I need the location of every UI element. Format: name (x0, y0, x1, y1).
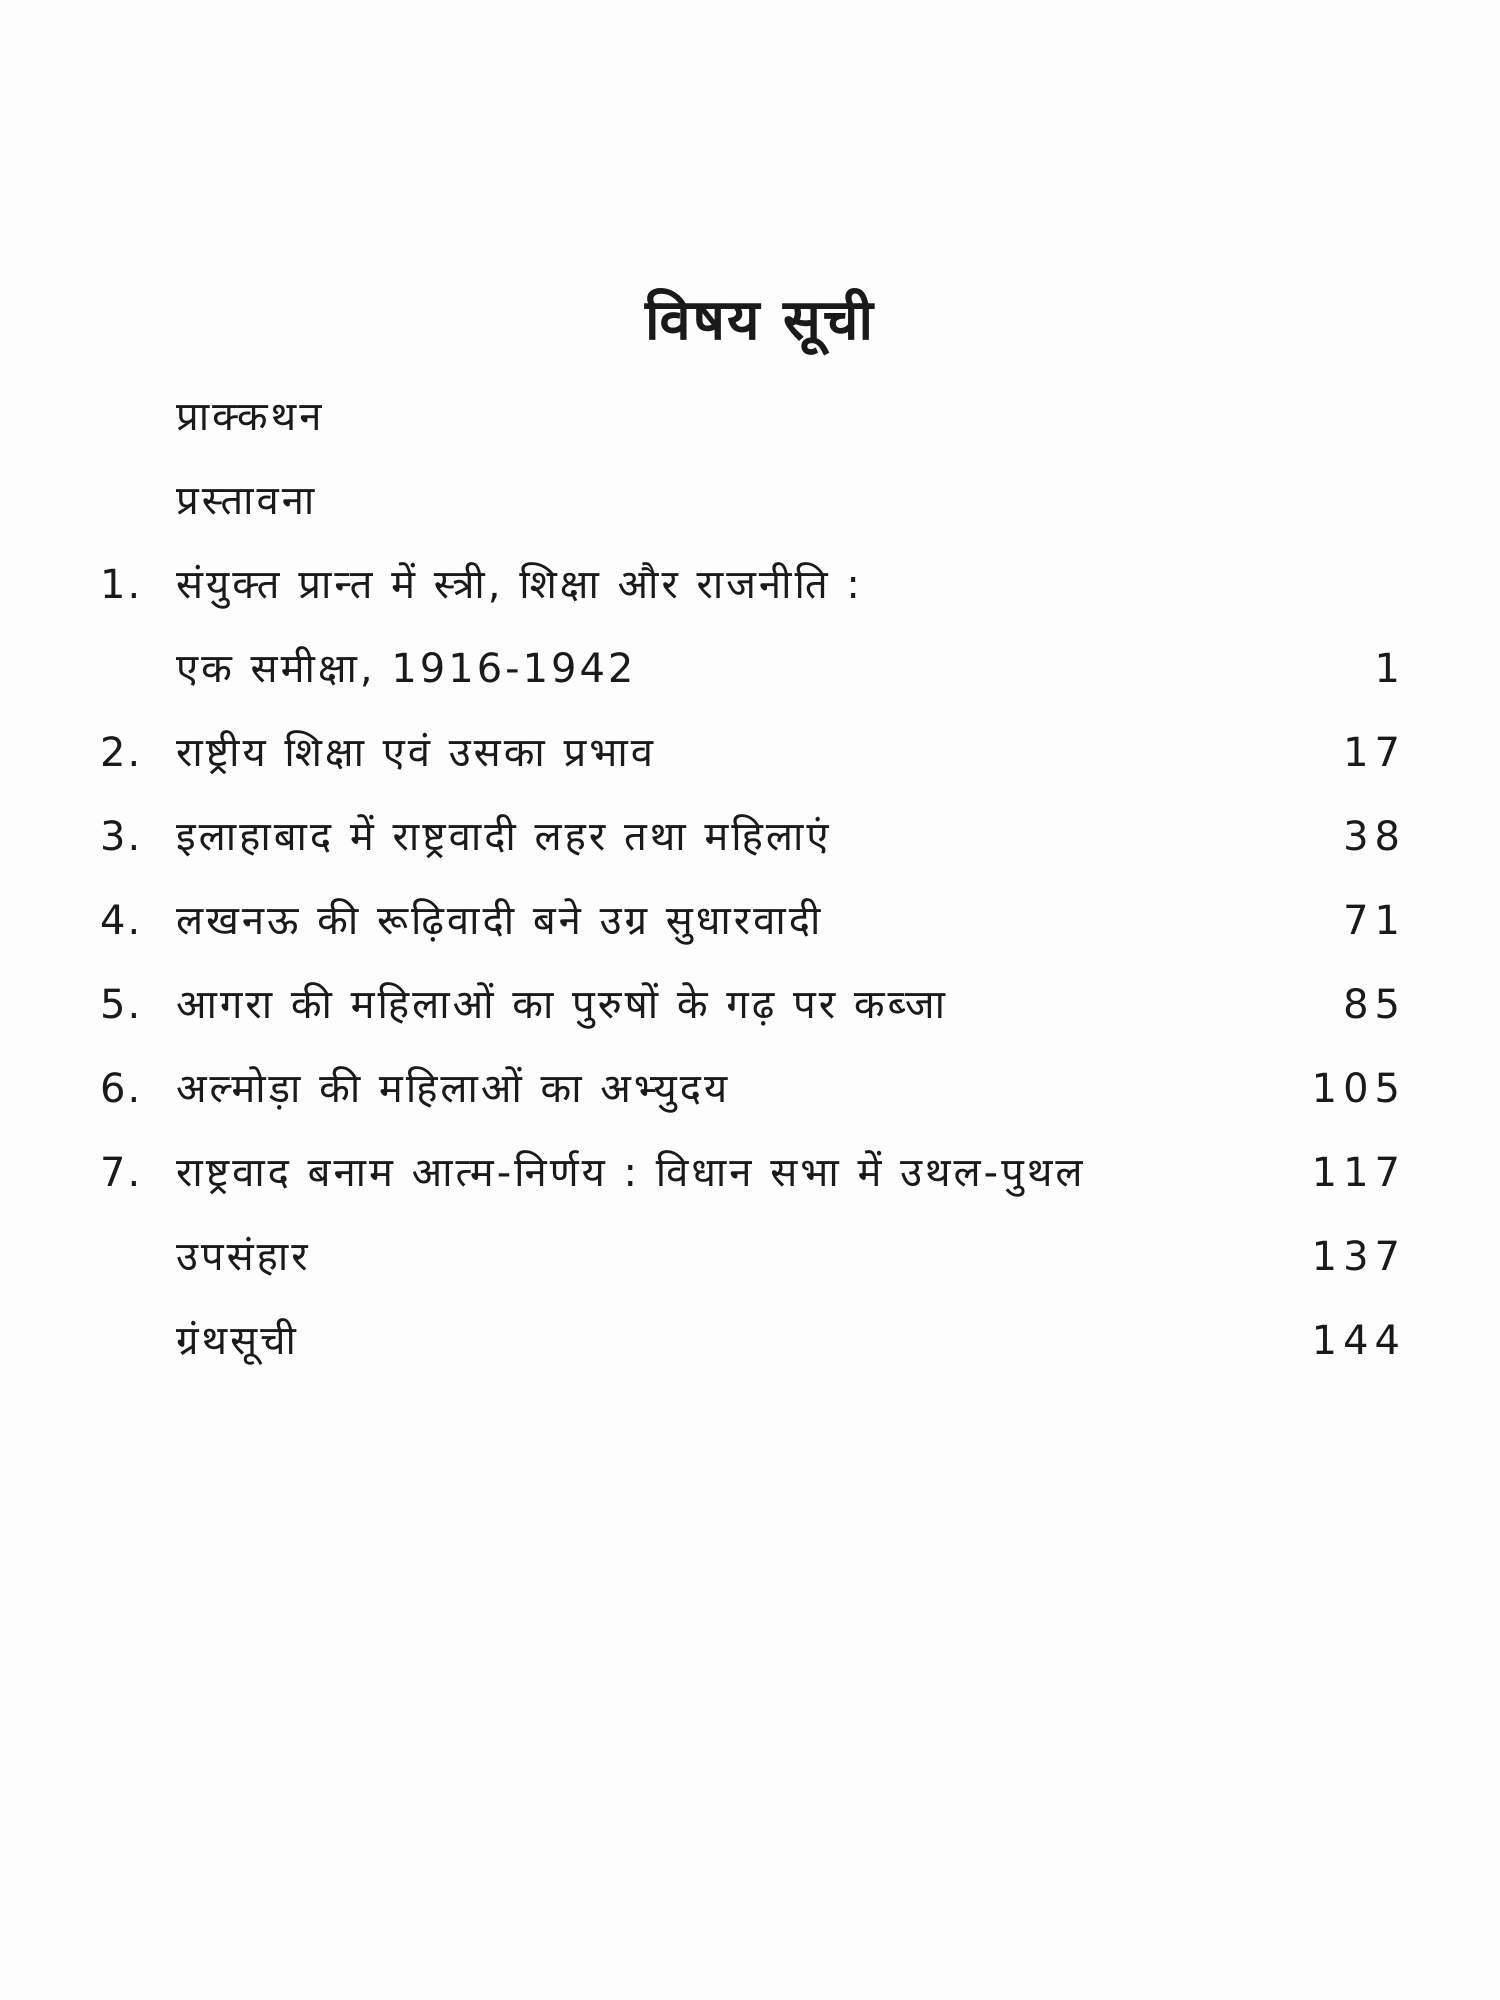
toc-entry-label: एक समीक्षा, 1916-1942 (176, 646, 637, 692)
toc-entry-number: 1. (100, 562, 143, 608)
toc-entry-chapter-5 (100, 963, 1406, 1047)
toc-entry-chapter-2 (100, 711, 1406, 795)
toc-entry-page: 117 (1311, 1150, 1406, 1196)
toc-entry-number: 5. (100, 982, 143, 1028)
toc-entry-number: 2. (100, 730, 143, 776)
toc-entry-chapter-7 (100, 1131, 1406, 1215)
toc-entry-number: 3. (100, 814, 143, 860)
toc-entry-page: 144 (1311, 1318, 1406, 1364)
toc-entry-page: 137 (1311, 1234, 1406, 1280)
toc-entry-label: प्राक्कथन (176, 394, 325, 440)
toc-entry-chapter-3 (100, 795, 1406, 879)
toc-entry-number: 6. (100, 1066, 143, 1112)
toc-entry-label: उपसंहार (176, 1234, 311, 1280)
toc-entry-page: 85 (1343, 982, 1406, 1028)
toc-entry-bibliography (100, 1299, 1406, 1383)
toc-entry-page: 105 (1311, 1066, 1406, 1112)
toc-entry-label: राष्ट्रीय शिक्षा एवं उसका प्रभाव (176, 730, 656, 776)
table-of-contents (100, 375, 1406, 1383)
toc-entry-label: प्रस्तावना (176, 478, 318, 524)
toc-entry-chapter-1 (100, 543, 1400, 627)
toc-entry-page: 1 (1374, 646, 1406, 692)
toc-entry-number: 4. (100, 898, 143, 944)
toc-entry-label: आगरा की महिलाओं का पुरुषों के गढ़ पर कब्जा (176, 982, 948, 1028)
toc-entry-foreword (100, 375, 1400, 459)
toc-entry-conclusion (100, 1215, 1406, 1299)
toc-entry-page: 71 (1343, 898, 1406, 944)
toc-entry-label: अल्मोड़ा की महिलाओं का अभ्युदय (176, 1066, 731, 1112)
toc-entry-label: ग्रंथसूची (176, 1318, 299, 1364)
toc-entry-number: 7. (100, 1150, 143, 1196)
toc-entry-label: इलाहाबाद में राष्ट्रवादी लहर तथा महिलाएं (176, 814, 832, 860)
toc-entry-label: लखनऊ की रूढ़िवादी बने उग्र सुधारवादी (176, 898, 824, 944)
toc-entry-label: राष्ट्रवाद बनाम आत्म-निर्णय : विधान सभा में उथल-पुथल (176, 1150, 1086, 1196)
toc-entry-label: संयुक्त प्रान्त में स्त्री, शिक्षा और राजनीति : (176, 562, 863, 608)
toc-entry-chapter-1-continued (100, 627, 1406, 711)
toc-entry-page: 17 (1343, 730, 1406, 776)
toc-entry-chapter-6 (100, 1047, 1406, 1131)
toc-entry-chapter-4 (100, 879, 1406, 963)
toc-entry-preface (100, 459, 1400, 543)
page-title: विषय सूची (645, 288, 875, 353)
toc-entry-page: 38 (1343, 814, 1406, 860)
